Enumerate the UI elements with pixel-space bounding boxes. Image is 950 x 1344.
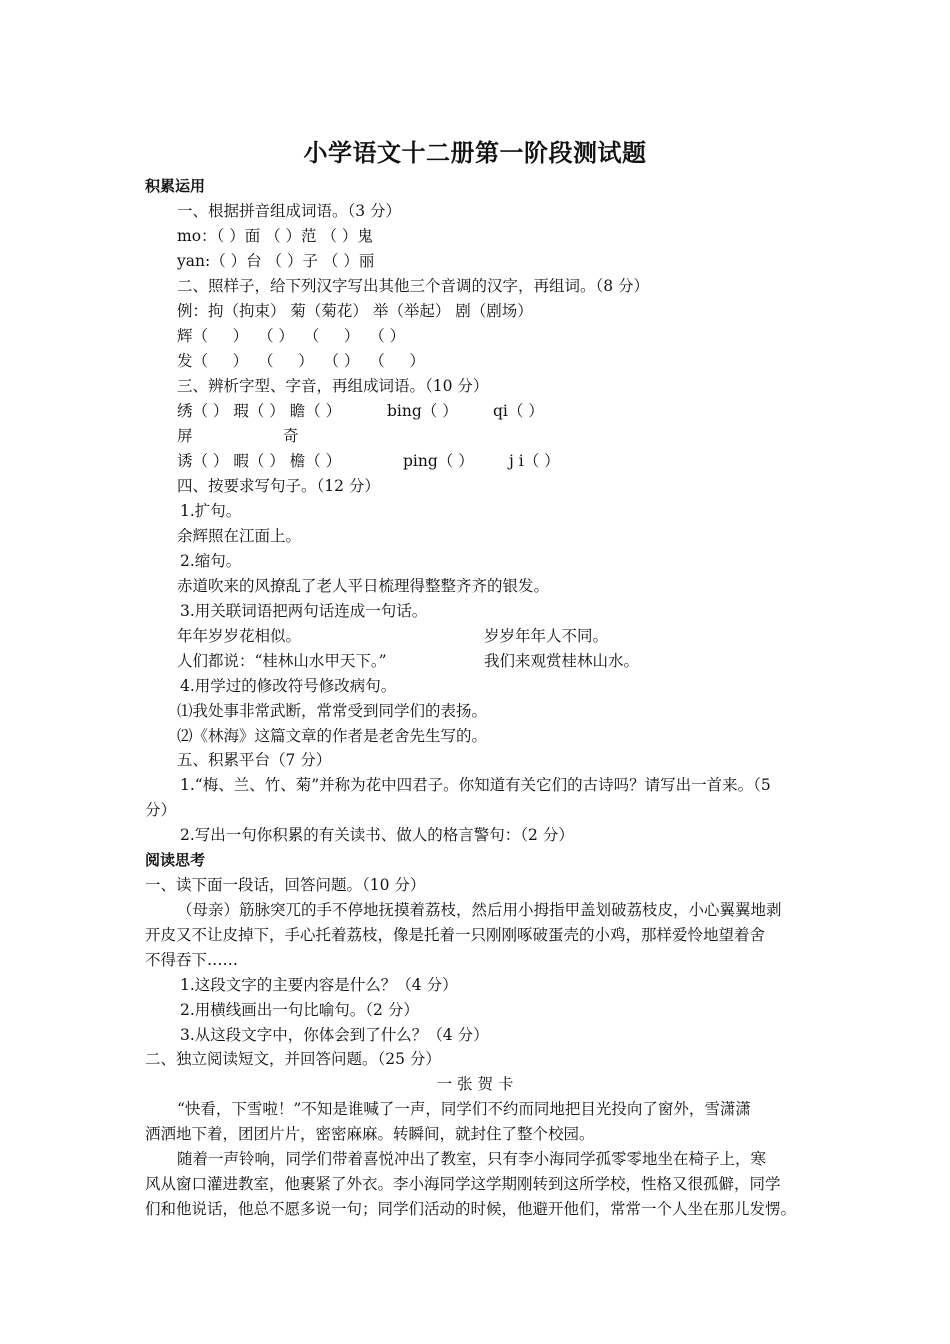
question-4-item-3-a1: 年年岁岁花相似。 <box>177 627 302 645</box>
story-paragraph-2-line-3: 们和他说话，他总不愿多说一句；同学们活动的时候，他避开他们，常常一个人坐在那儿发愣。 <box>145 1200 797 1218</box>
page-title: 小学语文十二册第一阶段测试题 <box>303 138 647 167</box>
question-1-yan-line: yan:（ ）台 （ ）子 （ ）丽 <box>177 252 375 270</box>
question-2-fa-line: 发（ ） （ ） （ ） （ ） <box>177 352 425 370</box>
question-2-example: 例：拘（拘束） 菊（菊花） 举（举起） 剧（剧场） <box>177 302 533 320</box>
question-3-row2-qi-char: 奇 <box>283 427 299 445</box>
reading-1-question-2: 2.用横线画出一句比喻句。（2 分） <box>180 1001 419 1019</box>
reading-1-paragraph-line-1: （母亲）筋脉突兀的手不停地抚摸着荔枝，然后用小拇指甲盖划破荔枝皮，小心翼翼地剥 <box>177 901 782 919</box>
question-2-hui-line: 辉（ ） （ ） （ ） （ ） <box>177 327 406 345</box>
question-4-item-2: 2.缩句。 <box>180 552 242 570</box>
story-paragraph-2-line-2: 风从窗口灌进教室，他裹紧了外衣。李小海同学这学期刚转到这所学校，性格又很孤僻，同学 <box>145 1175 781 1193</box>
reading-1-question-1: 1.这段文字的主要内容是什么？（4 分） <box>180 976 458 994</box>
question-4-item-4-sentence-1: ⑴我处事非常武断，常常受到同学们的表扬。 <box>177 702 488 720</box>
question-3-row3-ji: j i（ ） <box>509 452 560 470</box>
question-5-item-2: 2.写出一句你积累的有关读书、做人的格言警句：（2 分） <box>180 826 574 844</box>
story-paragraph-2-line-1: 随着一声铃响，同学们带着喜悦冲出了教室，只有李小海同学孤零零地坐在椅子上，寒 <box>177 1150 767 1168</box>
question-4-item-3-b1: 人们都说：“桂林山水甲天下。” <box>177 652 387 670</box>
section-heading-reading: 阅读思考 <box>145 851 206 869</box>
question-3-row1-bing: bing（ ） <box>387 402 458 420</box>
question-4-item-3-a2: 岁岁年年人不同。 <box>484 627 609 645</box>
question-5-heading: 五、积累平台（7 分） <box>177 751 332 769</box>
question-4-item-4-sentence-2: ⑵《林海》这篇文章的作者是老舍先生写的。 <box>177 727 488 745</box>
question-4-item-1: 1.扩句。 <box>180 502 242 520</box>
question-4-item-1-text: 余辉照在江面上。 <box>177 527 302 545</box>
question-3-row1-chars: 绣（ ） 瑕（ ） 瞻（ ） <box>177 402 342 420</box>
question-5-item-1-line-1: 1.“梅、兰、竹、菊”并称为花中四君子。你知道有关它们的古诗吗？请写出一首来。（5 <box>180 776 771 794</box>
reading-1-question-3: 3.从这段文字中，你体会到了什么？（4 分） <box>180 1026 489 1044</box>
question-3-row2-ping-char: 屏 <box>177 427 193 445</box>
question-1-heading: 一、根据拼音组成词语。（3 分） <box>177 202 402 220</box>
question-3-row1-qi: qi（ ） <box>493 402 544 420</box>
question-5-item-1-line-2: 分） <box>145 801 177 819</box>
reading-1-paragraph-line-2: 开皮又不让皮掉下，手心托着荔枝，像是托着一只刚刚啄破蛋壳的小鸡，那样爱怜地望着舍 <box>145 926 766 944</box>
reading-2-heading: 二、独立阅读短文，并回答问题。（25 分） <box>145 1050 441 1068</box>
question-3-heading: 三、辨析字型、字音，再组成词语。（10 分） <box>177 377 489 395</box>
reading-1-heading: 一、读下面一段话，回答问题。（10 分） <box>145 876 426 894</box>
question-3-row3-ping: ping（ ） <box>403 452 474 470</box>
question-4-heading: 四、按要求写句子。（12 分） <box>177 477 380 495</box>
story-title: 一 张 贺 卡 <box>436 1075 514 1093</box>
question-3-row3-chars: 诱（ ） 暇（ ） 檐（ ） <box>177 452 342 470</box>
reading-1-paragraph-line-3: 不得吞下…… <box>145 951 239 969</box>
section-heading-accumulate: 积累运用 <box>145 177 206 195</box>
question-4-item-3: 3.用关联词语把两句话连成一句话。 <box>180 602 428 620</box>
question-4-item-4: 4.用学过的修改符号修改病句。 <box>180 677 397 695</box>
question-2-heading: 二、照样子，给下列汉字写出其他三个音调的汉字，再组词。（8 分） <box>177 277 650 295</box>
story-paragraph-1-line-1: “快看，下雪啦！”不知是谁喊了一声，同学们不约而同地把目光投向了窗外，雪潇潇 <box>177 1100 751 1118</box>
story-paragraph-1-line-2: 洒洒地下着，团团片片，密密麻麻。转瞬间，就封住了整个校园。 <box>145 1125 595 1143</box>
question-4-item-2-text: 赤道吹来的风撩乱了老人平日梳理得整整齐齐的银发。 <box>177 577 550 595</box>
question-4-item-3-b2: 我们来观赏桂林山水。 <box>484 652 640 670</box>
question-1-mo-line: mo：（ ）面 （ ）范 （ ）鬼 <box>177 227 373 245</box>
